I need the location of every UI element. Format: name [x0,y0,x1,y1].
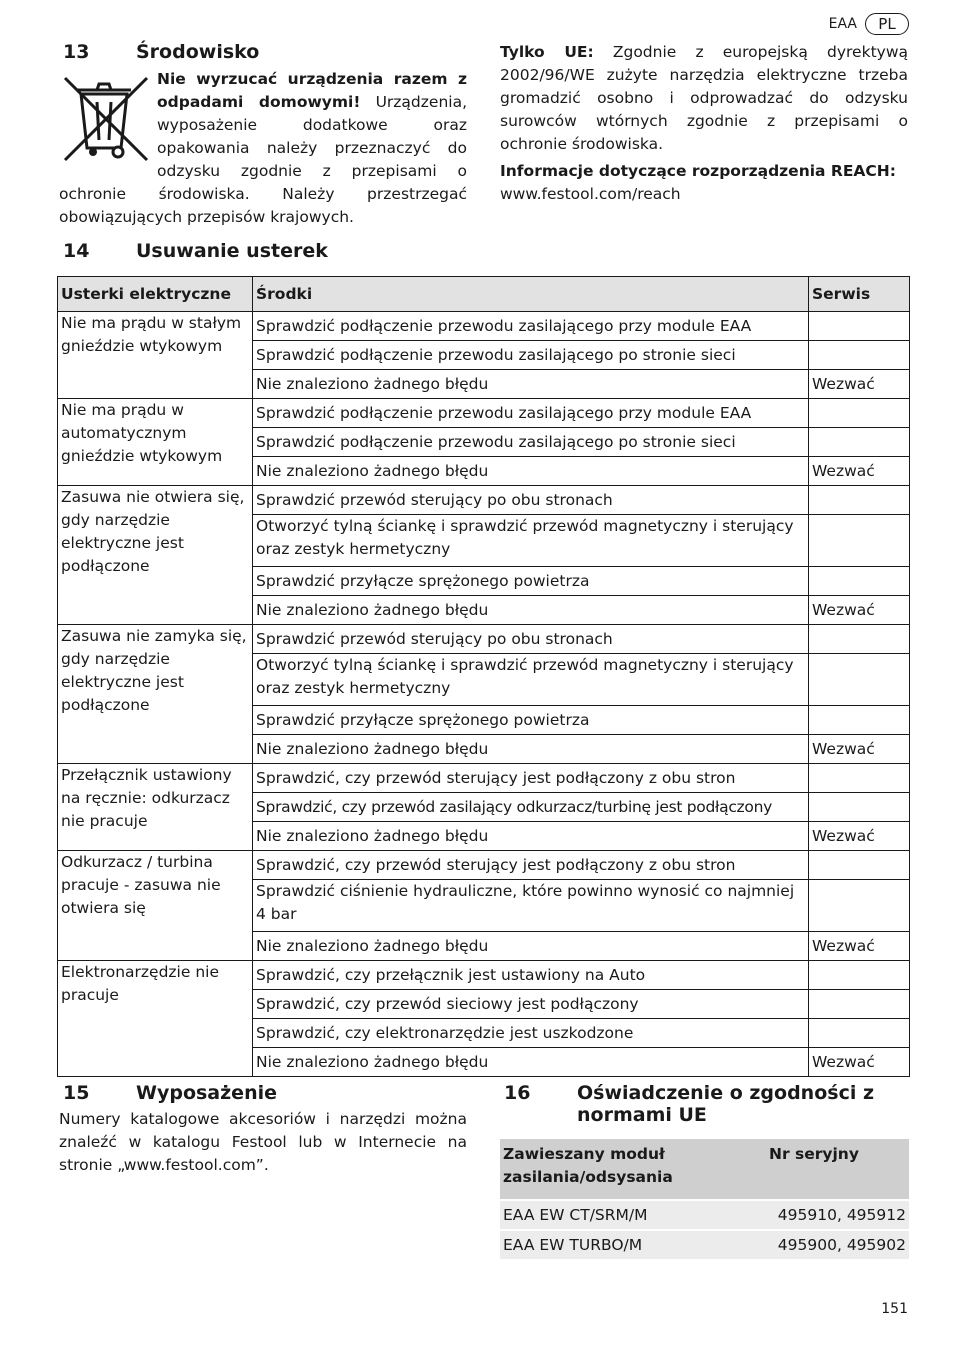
eu-text: Zgodnie z europejską dyrektywą 2002/96/WE zużyte narzędzia elektryczne trzeba gromadzić osobno i odprowadzać do odzysku surowców wtórnych zgodnie z przepisami o ochronie środowiska. [500,43,908,153]
remedy-cell: Otworzyć tylną ściankę i sprawdzić przewód magnetyczny i sterujący oraz zestyk hermetyczny [253,515,809,567]
remedy-cell: Sprawdzić przyłącze sprężonego powietrza [253,706,809,735]
table-row [58,625,910,654]
service-cell [809,961,910,990]
remedy-cell: Sprawdzić, czy elektronarzędzie jest uszkodzone [253,1019,809,1048]
remedy-cell: Sprawdzić podłączenie przewodu zasilającego przy module EAA [253,399,809,428]
declaration-table [500,1139,909,1259]
service-cell [809,486,910,515]
remedy-cell: Sprawdzić, czy przewód sterujący jest podłączony z obu stron [253,764,809,793]
remedy-cell: Otworzyć tylną ściankę i sprawdzić przewód magnetyczny i sterujący oraz zestyk hermetyczny [253,654,809,706]
fault-description: Odkurzacz / turbina pracuje - zasuwa nie otwiera się [58,851,253,961]
table-row [500,1230,909,1259]
fault-description: Nie ma prądu w stałym gnieździe wtykowym [58,312,253,399]
remedy-cell: Nie znaleziono żadnego błędu [253,370,809,399]
header-model: EAA [828,16,857,32]
section-16-heading [504,1082,908,1126]
remedy-cell: Sprawdzić przyłącze sprężonego powietrza [253,567,809,596]
table-row [58,399,910,428]
section-14-title: Usuwanie usterek [136,240,328,262]
section-13-eu-info [500,41,908,206]
remedy-cell: Nie znaleziono żadnego błędu [253,1048,809,1077]
remedy-cell: Sprawdzić podłączenie przewodu zasilającego po stronie sieci [253,341,809,370]
section-14-number: 14 [63,240,90,262]
remedy-cell: Nie znaleziono żadnego błędu [253,735,809,764]
column-header-module: Zawieszany moduł zasilania/odsysania [500,1139,766,1200]
service-cell [809,851,910,880]
section-14-heading [63,240,328,262]
eu-label: Tylko UE: [500,43,594,61]
troubleshooting-table [57,276,910,1077]
table-row [58,764,910,793]
section-16-number: 16 [504,1082,531,1104]
module-name: EAA EW CT/SRM/M [500,1200,766,1230]
table-row [58,312,910,341]
section-15-title: Wyposażenie [136,1082,277,1104]
disposal-text: Urządzenia, wyposażenie dodatkowe oraz opakowania należy przeznaczyć do odzysku zgodnie z przepisami o ochronie środowiska. Należy przestrzegać obowiązujących przepisów krajowych. [59,93,467,226]
remedy-cell: Nie znaleziono żadnego błędu [253,932,809,961]
reach-link[interactable]: www.festool.com/reach [500,185,681,203]
table-row [500,1200,909,1230]
table-row [58,486,910,515]
service-cell [809,515,910,567]
fault-description: Nie ma prądu w automatycznym gnieździe wtykowym [58,399,253,486]
section-16-title: Oświadczenie o zgodności z normami UE [577,1082,875,1126]
service-cell [809,793,910,822]
service-cell: Wezwać [809,596,910,625]
fault-description: Zasuwa nie zamyka się, gdy narzędzie elektryczne jest podłączone [58,625,253,764]
serial-number: 495900, 495902 [766,1230,909,1259]
service-cell [809,706,910,735]
column-header-serial: Nr seryjny [766,1139,909,1200]
service-cell [809,764,910,793]
page-number: 151 [881,1301,908,1317]
remedy-cell: Sprawdzić podłączenie przewodu zasilającego po stronie sieci [253,428,809,457]
service-cell [809,1019,910,1048]
service-cell [809,990,910,1019]
table-row [58,961,910,990]
section-13-body [59,68,467,229]
service-cell: Wezwać [809,735,910,764]
fault-description: Przełącznik ustawiony na ręcznie: odkurzacz nie pracuje [58,764,253,851]
service-cell: Wezwać [809,932,910,961]
section-13-heading [63,41,259,63]
remedy-cell: Sprawdzić, czy przełącznik jest ustawiony na Auto [253,961,809,990]
service-cell [809,880,910,932]
crossed-out-bin-icon [57,68,153,164]
section-15-heading [63,1082,277,1104]
column-header-service: Serwis [809,277,910,312]
table-header-row [500,1139,909,1200]
remedy-cell: Sprawdzić przewód sterujący po obu stronach [253,625,809,654]
fault-description: Elektronarzędzie nie pracuje [58,961,253,1077]
module-name: EAA EW TURBO/M [500,1230,766,1259]
service-cell: Wezwać [809,822,910,851]
section-13-title: Środowisko [136,41,260,63]
remedy-cell: Sprawdzić podłączenie przewodu zasilającego przy module EAA [253,312,809,341]
remedy-cell: Sprawdzić ciśnienie hydrauliczne, które powinno wynosić co najmniej 4 bar [253,880,809,932]
service-cell [809,654,910,706]
service-cell: Wezwać [809,370,910,399]
service-cell [809,428,910,457]
disposal-warning: Nie wyrzucać urządzenia razem z odpadami domowymi! [157,70,467,111]
section-15-body: Numery katalogowe akcesoriów i narzędzi można znaleźć w katalogu Festool lub w Internecie na stronie „www.festool.com”. [59,1110,467,1174]
table-header-row [58,277,910,312]
column-header-measure: Środki [253,277,809,312]
remedy-cell: Nie znaleziono żadnego błędu [253,596,809,625]
remedy-cell: Nie znaleziono żadnego błędu [253,457,809,486]
serial-number: 495910, 495912 [766,1200,909,1230]
service-cell [809,341,910,370]
service-cell [809,567,910,596]
column-header-fault: Usterki elektryczne [58,277,253,312]
service-cell [809,312,910,341]
service-cell [809,399,910,428]
section-13-number: 13 [63,41,90,63]
service-cell [809,625,910,654]
fault-description: Zasuwa nie otwiera się, gdy narzędzie elektryczne jest podłączone [58,486,253,625]
reach-label: Informacje dotyczące rozporządzenia REACH: [500,162,896,180]
remedy-cell: Sprawdzić, czy przewód sieciowy jest podłączony [253,990,809,1019]
remedy-cell: Nie znaleziono żadnego błędu [253,822,809,851]
remedy-cell: Sprawdzić przewód sterujący po obu stronach [253,486,809,515]
service-cell: Wezwać [809,457,910,486]
section-15-number: 15 [63,1082,90,1104]
table-row [58,851,910,880]
remedy-cell: Sprawdzić, czy przewód zasilający odkurzacz/turbinę jest podłączony [253,793,809,822]
service-cell: Wezwać [809,1048,910,1077]
remedy-cell: Sprawdzić, czy przewód sterujący jest podłączony z obu stron [253,851,809,880]
language-badge: PL [865,13,909,35]
